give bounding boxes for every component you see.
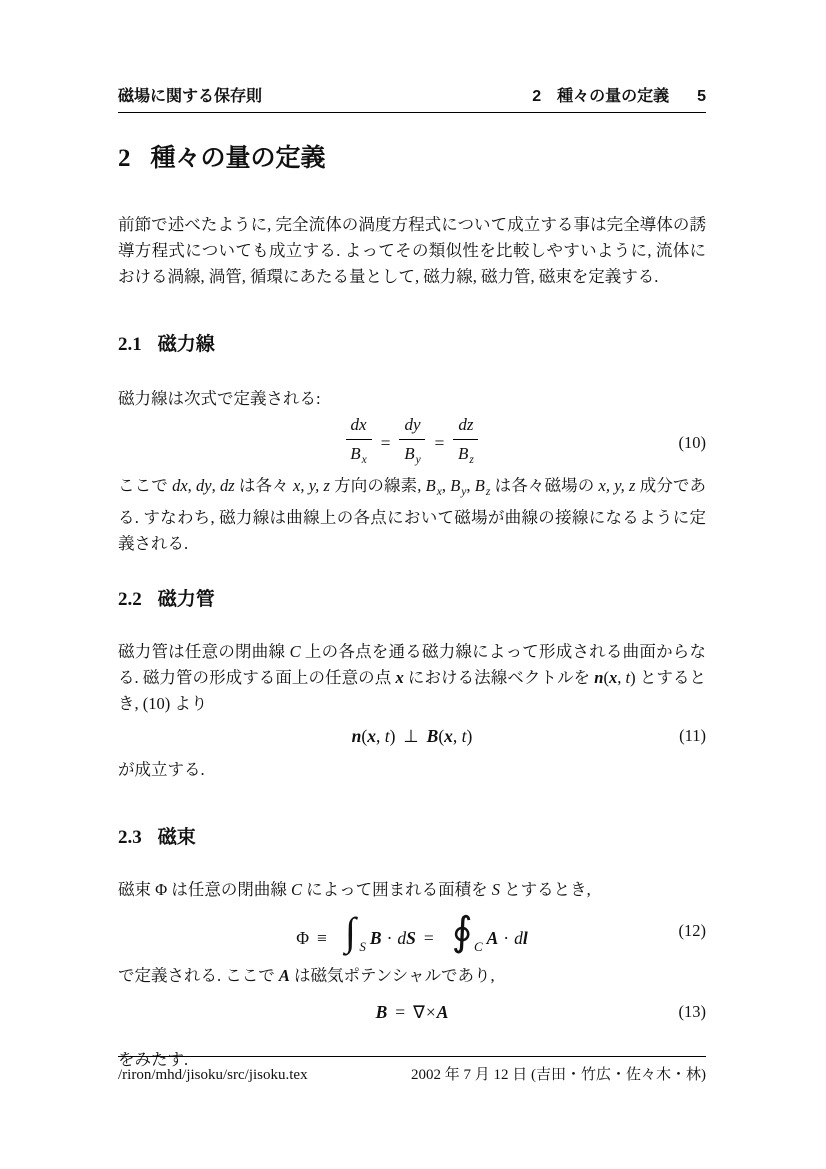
vector-potential-text: で定義される. ここで A は磁気ポテンシャルであり, — [118, 966, 495, 985]
den-subscript: z — [469, 454, 474, 466]
subsection-heading-2-3 — [118, 825, 706, 851]
footer-date-authors: 2002 年 7 月 12 日 (吉田・竹広・佐々木・林) — [411, 1067, 706, 1083]
footer-file-path: /riron/mhd/jisoku/src/jisoku.tex — [118, 1067, 308, 1083]
section-title-text: 種々の量の定義 — [150, 144, 326, 172]
fraction-denominator — [399, 440, 425, 471]
equation-number: (13) — [678, 1002, 706, 1021]
header-rule — [118, 112, 706, 113]
den-symbol: B — [350, 444, 361, 463]
subsection-title: 磁力線 — [157, 334, 215, 355]
running-header — [118, 86, 706, 108]
equation-12-body: Φ ≡ ∫ S B · dS = ∮ C A · dl — [296, 909, 528, 954]
fraction-dz-bz — [453, 414, 478, 471]
den-symbol: B — [404, 444, 415, 463]
equation-13 — [118, 999, 706, 1025]
header-section-ref: 2 種々の量の定義 — [532, 88, 670, 105]
equation-11 — [118, 723, 706, 749]
den-subscript: x — [361, 454, 367, 466]
field-line-lead-text: 磁力線は次式で定義される: — [118, 389, 321, 408]
fraction-numerator: dz — [453, 414, 478, 440]
subsection-title: 磁束 — [157, 827, 196, 848]
field-line-explanation: ここで dx, dy, dz は各々 x, y, z 方向の線素, $B_x$, $B_y$, $B_z$ は各々磁場の x, y, z 成分である. すなわち, 磁力線は曲線上の各点において磁場が曲線の接線になるように定義される. — [118, 476, 707, 553]
header-right — [532, 86, 706, 108]
subsection-heading-2-2 — [118, 587, 706, 613]
den-subscript: y — [415, 454, 421, 466]
equation-11-body: n(x, t) ⊥ B(x, t) — [351, 726, 473, 746]
fraction-dy-by — [399, 414, 425, 471]
equation-12 — [118, 907, 706, 955]
closing-text: をみたす. — [118, 1050, 189, 1069]
equation-number: (12) — [678, 921, 706, 940]
page-number: 5 — [697, 88, 706, 105]
flux-tube-paragraph: 磁力管は任意の閉曲線 C 上の各点を通る磁力線によって形成される曲面からなる. 磁力管の形成する面上の任意の点 x における法線ベクトルを n(x, t) とするとき, (10) より — [118, 642, 707, 713]
section-title — [118, 141, 706, 176]
page-footer — [118, 1056, 706, 1086]
den-symbol: B — [457, 444, 469, 463]
fraction-numerator: dy — [399, 414, 425, 440]
subsection-number: 2.1 — [118, 334, 142, 355]
equation-10 — [118, 414, 706, 471]
flux-tube-after-text: が成立する. — [118, 760, 205, 779]
subsection-number: 2.3 — [118, 827, 142, 848]
fraction-denominator — [346, 440, 372, 471]
equals-sign: = — [380, 432, 391, 453]
fraction-denominator — [453, 440, 478, 471]
fraction-numerator: dx — [346, 414, 372, 440]
fraction-dx-bx — [346, 414, 372, 471]
magnetic-flux-lead: 磁束 Φ は任意の閉曲線 C によって囲まれる面積を S とするとき, — [118, 880, 591, 899]
equation-number: (11) — [679, 726, 706, 745]
subsection-title: 磁力管 — [157, 589, 215, 610]
intro-paragraph: 前節で述べたように, 完全流体の渦度方程式について成立する事は完全導体の誘導方程式についても成立する. よってその類似性を比較しやすいように, 流体における渦線, 渦管, 循環にあたる量として, 磁力線, 磁力管, 磁束を定義する. — [118, 215, 706, 286]
section-number: 2 — [118, 145, 131, 172]
equals-sign: = — [434, 432, 445, 453]
subsection-number: 2.2 — [118, 589, 142, 610]
equation-number: (10) — [678, 432, 706, 452]
equation-13-body: B = ∇×A — [375, 1002, 449, 1022]
header-left-title: 磁場に関する保存則 — [118, 88, 263, 105]
subsection-heading-2-1 — [118, 332, 706, 358]
